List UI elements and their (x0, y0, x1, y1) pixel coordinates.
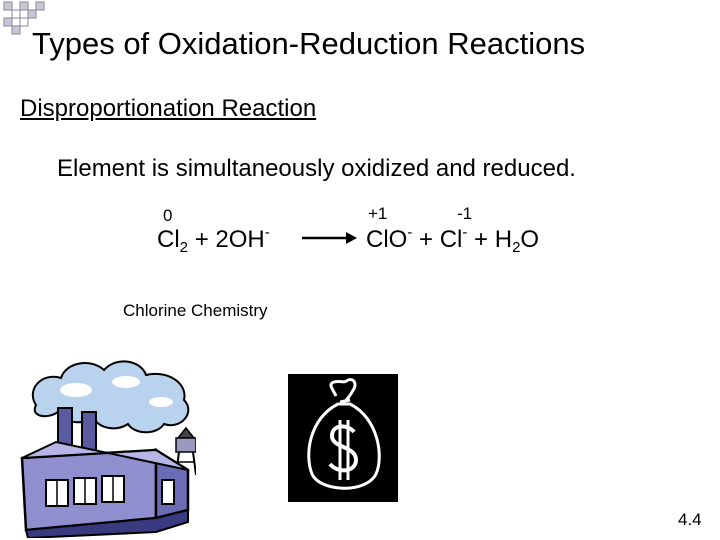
money-bag-clipart (288, 374, 398, 502)
slide-subtitle: Disproportionation Reaction (20, 95, 317, 122)
hydroxide: 2OH- (215, 224, 270, 253)
hypochlorite: ClO- (366, 224, 413, 253)
factory-clipart (16, 350, 196, 538)
equation-products (366, 224, 540, 256)
slide-number: 4.4 (678, 510, 702, 529)
caption: Chlorine Chemistry (123, 301, 268, 320)
definition-text: Element is simultaneously oxidized and reduced. (57, 155, 576, 182)
reaction-arrow-icon (300, 226, 358, 250)
oxidation-state-oxidized: +1 (368, 204, 388, 223)
chlorine-molecule: $Cl_2$ (157, 226, 189, 256)
equation-reactants (157, 224, 270, 256)
chloride: Cl- (439, 224, 468, 253)
plus-sign: + (419, 226, 434, 253)
oxidation-state-reduced: -1 (457, 204, 473, 223)
slide-title: Types of Oxidation-Reduction Reactions (32, 26, 586, 61)
plus-sign: + (194, 226, 209, 253)
oxidation-state-reactant: 0 (163, 206, 173, 225)
water: $H_2O$ (494, 226, 540, 256)
plus-sign: + (474, 226, 489, 253)
